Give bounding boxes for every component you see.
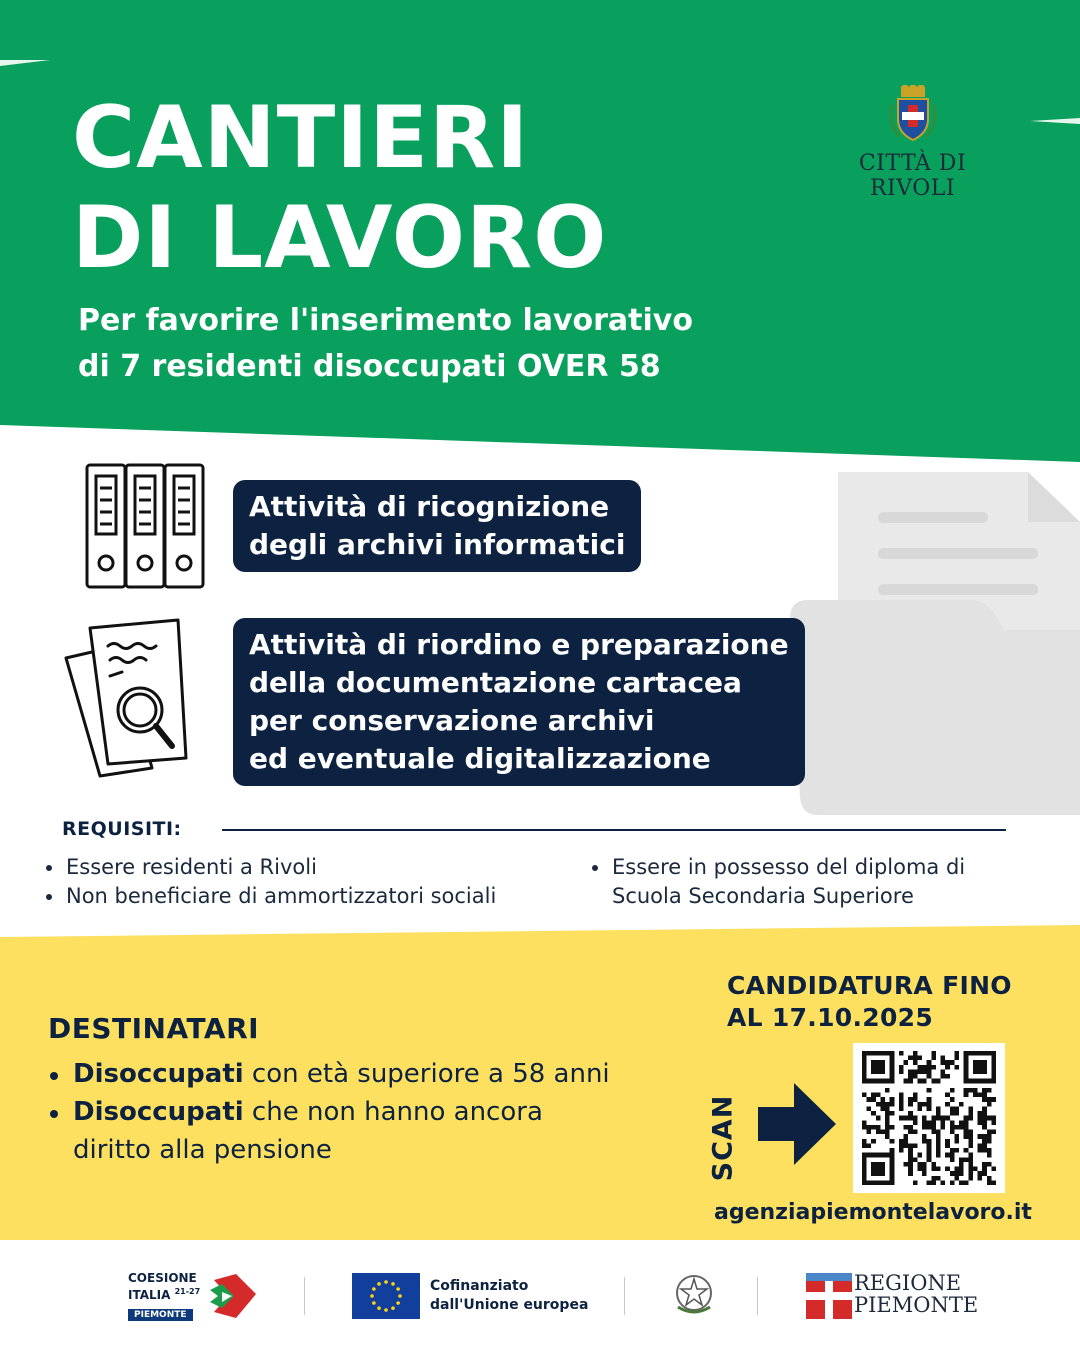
activity-2-line-2: della documentazione cartacea [249,666,742,699]
activity-1-line-1: Attività di ricognizione [249,490,610,523]
page-subtitle [78,298,693,390]
recipients-list [48,1055,610,1169]
activity-2-line-1: Attività di riordino e preparazione [249,628,789,661]
requirement-item: Non beneficiare di ammortizzatori sociali [42,882,496,911]
italian-republic-emblem-icon [672,1271,716,1317]
scan-label [698,1094,748,1182]
requirement-item: Essere residenti a Rivoli [42,853,496,882]
recipient-bold: Disoccupati [73,1059,244,1089]
requirements-list-right [588,853,965,911]
requirements-divider [222,829,1006,831]
recipient-text: che non hanno ancora diritto alla pensione [73,1097,543,1165]
recipient-item [48,1055,610,1093]
requirement-line-2: Scuola Secondaria Superiore [612,884,914,908]
regione-line-2: PIEMONTE [854,1293,979,1317]
arrow-right-icon [758,1083,836,1165]
activity-2-line-3: per conservazione archivi [249,704,655,737]
activity-2-label [233,618,805,786]
deadline-date: 17.10.2025 [771,1003,934,1032]
subtitle-line-1: Per favorire l'inserimento lavorativo [78,303,693,338]
rivoli-crest-icon [888,85,938,145]
header-banner [0,0,1080,470]
activity-2-line-4: ed eventuale digitalizzazione [249,742,711,775]
regione-line-1: REGIONE [854,1271,962,1295]
recipient-text: con età superiore a 58 anni [243,1059,610,1089]
footer-separator [624,1277,625,1315]
requirements-title: REQUISITI: [62,818,182,840]
folder-document-background-icon [790,460,1080,815]
application-deadline [727,970,1012,1034]
regione-piemonte-text [854,1272,978,1316]
subtitle-line-2: di 7 residenti disoccupati OVER 58 [78,349,661,384]
recipient-bold: Disoccupati [73,1097,244,1127]
requirement-item [588,853,965,911]
coesione-region: PIEMONTE [128,1309,193,1321]
document-search-icon [60,618,200,778]
requirement-line-1: Essere in possesso del diploma di [612,855,966,879]
activity-1-label [233,480,641,572]
website-link[interactable]: agenziapiemontelavoro.it [714,1200,1032,1225]
footer-separator [304,1277,305,1315]
coesione-italia-logo [128,1272,200,1321]
deadline-prefix: AL [727,1003,772,1032]
coesione-line-1: COESIONE [128,1271,197,1285]
title-line-2: DI LAVORO [72,188,608,288]
eu-line-2: dall'Unione europea [430,1297,589,1313]
coesione-arrow-icon [208,1272,258,1320]
coesione-years: 21-27 [174,1287,201,1296]
deadline-line-2 [727,1002,1012,1034]
scan-text: SCAN [707,1094,739,1182]
qr-code[interactable] [853,1043,1005,1193]
city-name: CITTÀ DI RIVOLI [858,151,967,201]
eu-flag-icon [352,1273,420,1319]
page-title [72,88,607,288]
citta-di-rivoli-logo [815,85,1010,201]
qr-code-icon [861,1051,997,1185]
footer-separator [757,1277,758,1315]
recipient-item [48,1093,608,1169]
requirements-list-left [42,853,496,911]
eu-line-1: Cofinanziato [430,1278,529,1294]
eu-cofinanziato [430,1277,588,1315]
archive-binders-icon [84,462,206,590]
activity-1-line-2: degli archivi informatici [249,528,626,561]
recipients-title: DESTINATARI [48,1012,260,1045]
regione-piemonte-crest-icon [806,1273,852,1319]
title-line-1: CANTIERI [72,88,530,188]
coesione-line-2: ITALIA [128,1288,171,1302]
deadline-line-1: CANDIDATURA FINO [727,971,1012,1000]
